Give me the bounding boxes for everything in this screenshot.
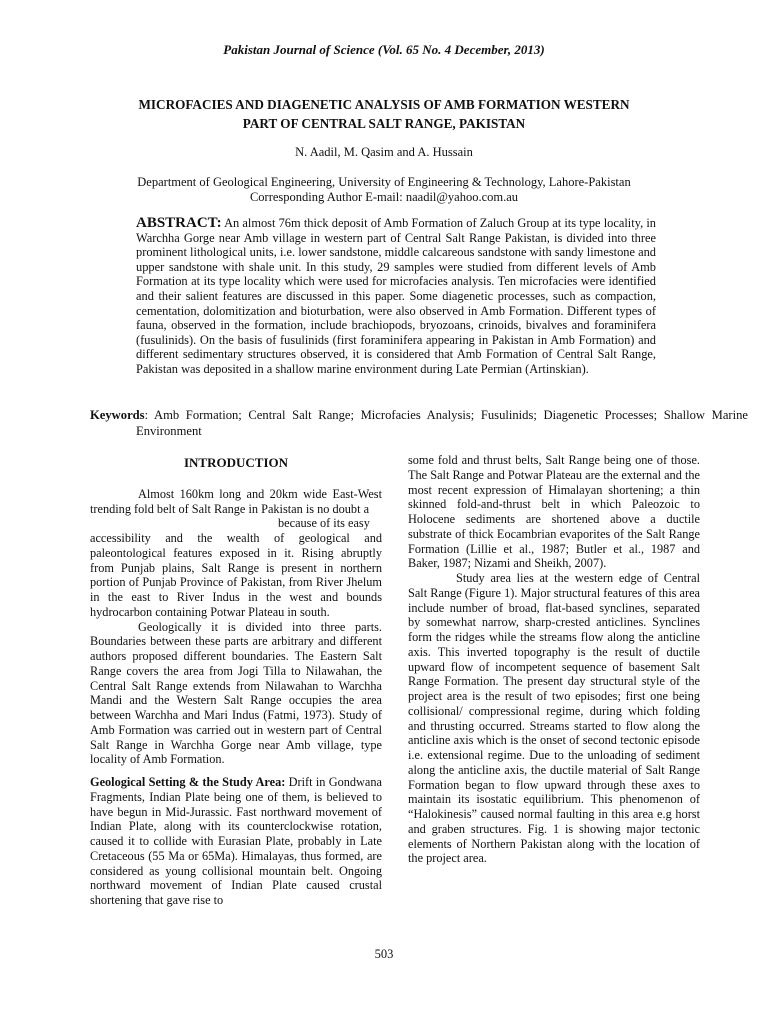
right-paragraph-2: Study area lies at the western edge of Central Salt Range (Figure 1). Major structural features of this area include number of broad, flat-based synclines, separated by somewhat narrow, sharp-crested anticlines. Synclines form the ridges while the streams flow along the anticline axis. This inverted topography is the result of ductile upward flow of incompetent sequence of basement Salt Range Formation. The present day structural style of the project area is the result of two episodes; first one being collisional/ compressional regime, during which folding and thrusting occurred. Streams started to flow along the anticline axis which is the onset of second tectonic episode i.e. extensional regime. Due to the unloading of sediment along the anticline axis, the ductile material of Salt Range Formation began to flow upward through these axes to maintain its isostatic equilibrium. This phenomenon of “Halokinesis” caused normal faulting in this area e.g horst and graben structures. Fig. 1 is showing major tectonic elements of Northern Pakistan along with the location of the project area. xyxy=(408,571,700,866)
right-column xyxy=(408,453,700,866)
intro-p1-part-b: because of its easy xyxy=(278,516,370,531)
right-paragraph-1: some fold and thrust belts, Salt Range being one of those. The Salt Range and Potwar Plateau are the external and the most recent expression of Himalayan shortening; a thin skinned fold-and-thrust belt in which Paleozoic to Holocene sediments are shortened above a ductile substrate of thick Eocambrian evaporites of the Salt Range Formation (Lillie et al., 1987; Butler et al., 1987 and Baker, 1987; Nizami and Sheikh, 2007). xyxy=(408,453,700,571)
affiliation-block xyxy=(0,175,768,204)
page-number: 503 xyxy=(374,947,394,961)
title-line-2: PART OF CENTRAL SALT RANGE, PAKISTAN xyxy=(242,116,526,131)
abstract xyxy=(136,216,656,377)
geological-setting-text: Drift in Gondwana Fragments, Indian Plate being one of them, is believed to have begun in Mid-Jurassic. Fast northward movement of Indian Plate, along with its counterclockwise rotation, caused it to collide with Eurasian Plate, probably in Late Cretaceous (55 Ma or 65Ma). Himalayas, thus formed, are considered as young collisional mountain belt. Ongoing northward movement of Indian Plate caused crustal shortening that gave rise to xyxy=(90,775,382,907)
intro-p1-part-a: Almost 160km long and 20km wide East-West trending fold belt of Salt Range in Pakistan is no doubt a xyxy=(90,486,382,516)
keywords-text: : Amb Formation; Central Salt Range; Microfacies Analysis; Fusulinids; Diagenetic Processes; Shallow Marine Environment xyxy=(136,408,748,438)
keywords-label: Keywords xyxy=(90,408,145,422)
keywords xyxy=(90,408,748,439)
intro-paragraph-2: Geologically it is divided into three parts. Boundaries between these parts are arbitrary and different authors proposed different boundaries. The Eastern Salt Range covers the area from Jogi Tilla to Nilawahan, the Central Salt Range extends from Nilawahan to Warchha Mandi and the Western Salt Range occupies the area between Warchha and Mari Indus (Fatmi, 1973). Study of Amb Formation was carried out in western part of Central Salt Range in Warchha Gorge near Amb village, type locality of Amb Formation. xyxy=(90,619,382,767)
introduction-heading: INTRODUCTION xyxy=(183,455,288,470)
geological-setting-paragraph xyxy=(90,775,382,908)
author-list: N. Aadil, M. Qasim and A. Hussain xyxy=(295,145,473,159)
intro-p1-part-c: accessibility and the wealth of geological and paleontological features exposed in it. Rising abruptly from Punjab plains, Salt Range is present in northern portion of Punjab Province of Pakistan, from River Jhelum in the east to River Indus in the west and bounds hydrocarbon containing Potwar Plateau in south. xyxy=(90,531,382,619)
abstract-label: ABSTRACT: xyxy=(136,215,222,231)
left-column xyxy=(90,453,382,908)
paper-title xyxy=(80,95,688,133)
intro-paragraph-1 xyxy=(90,487,382,620)
journal-header: Pakistan Journal of Science (Vol. 65 No. 4 December, 2013) xyxy=(223,42,545,57)
affiliation: Department of Geological Engineering, University of Engineering & Technology, Lahore-Pakistan xyxy=(137,175,631,189)
corresponding-author: Corresponding Author E-mail: naadil@yahoo.com.au xyxy=(249,189,519,204)
abstract-text: An almost 76m thick deposit of Amb Formation of Zaluch Group at its type locality, in Warchha Gorge near Amb village in western part of Central Salt Range Pakistan, is divided into three prominent lithological units, i.e. lower sandstone, middle calcareous sandstone with sandy limestone and upper sandstone with shale unit. In this study, 29 samples were studied from different levels of Amb Formation at its type locality which were used for microfacies analysis. Ten microfacies were identified and their salient features are discussed in this paper. Some diagenetic processes, such as compaction, cementation, dolomitization and bioturbation, were also observed in Amb Formation. Different types of fauna, observed in the formation, include brachiopods, bryozoans, crinoids, bivalves and foraminifera (fusulinids). On the basis of fusulinids (first foraminifera appearing in Pakistan in Amb Formation) and different sedimentary structures observed, it is considered that Amb Formation of Central Salt Range, Pakistan was deposited in a shallow marine environment during Late Permian (Artinskian). xyxy=(136,216,656,376)
geological-setting-label: Geological Setting & the Study Area: xyxy=(90,775,286,789)
title-line-1: MICROFACIES AND DIAGENETIC ANALYSIS OF AMB FORMATION WESTERN xyxy=(138,97,630,112)
paragraph-gap xyxy=(90,767,382,775)
